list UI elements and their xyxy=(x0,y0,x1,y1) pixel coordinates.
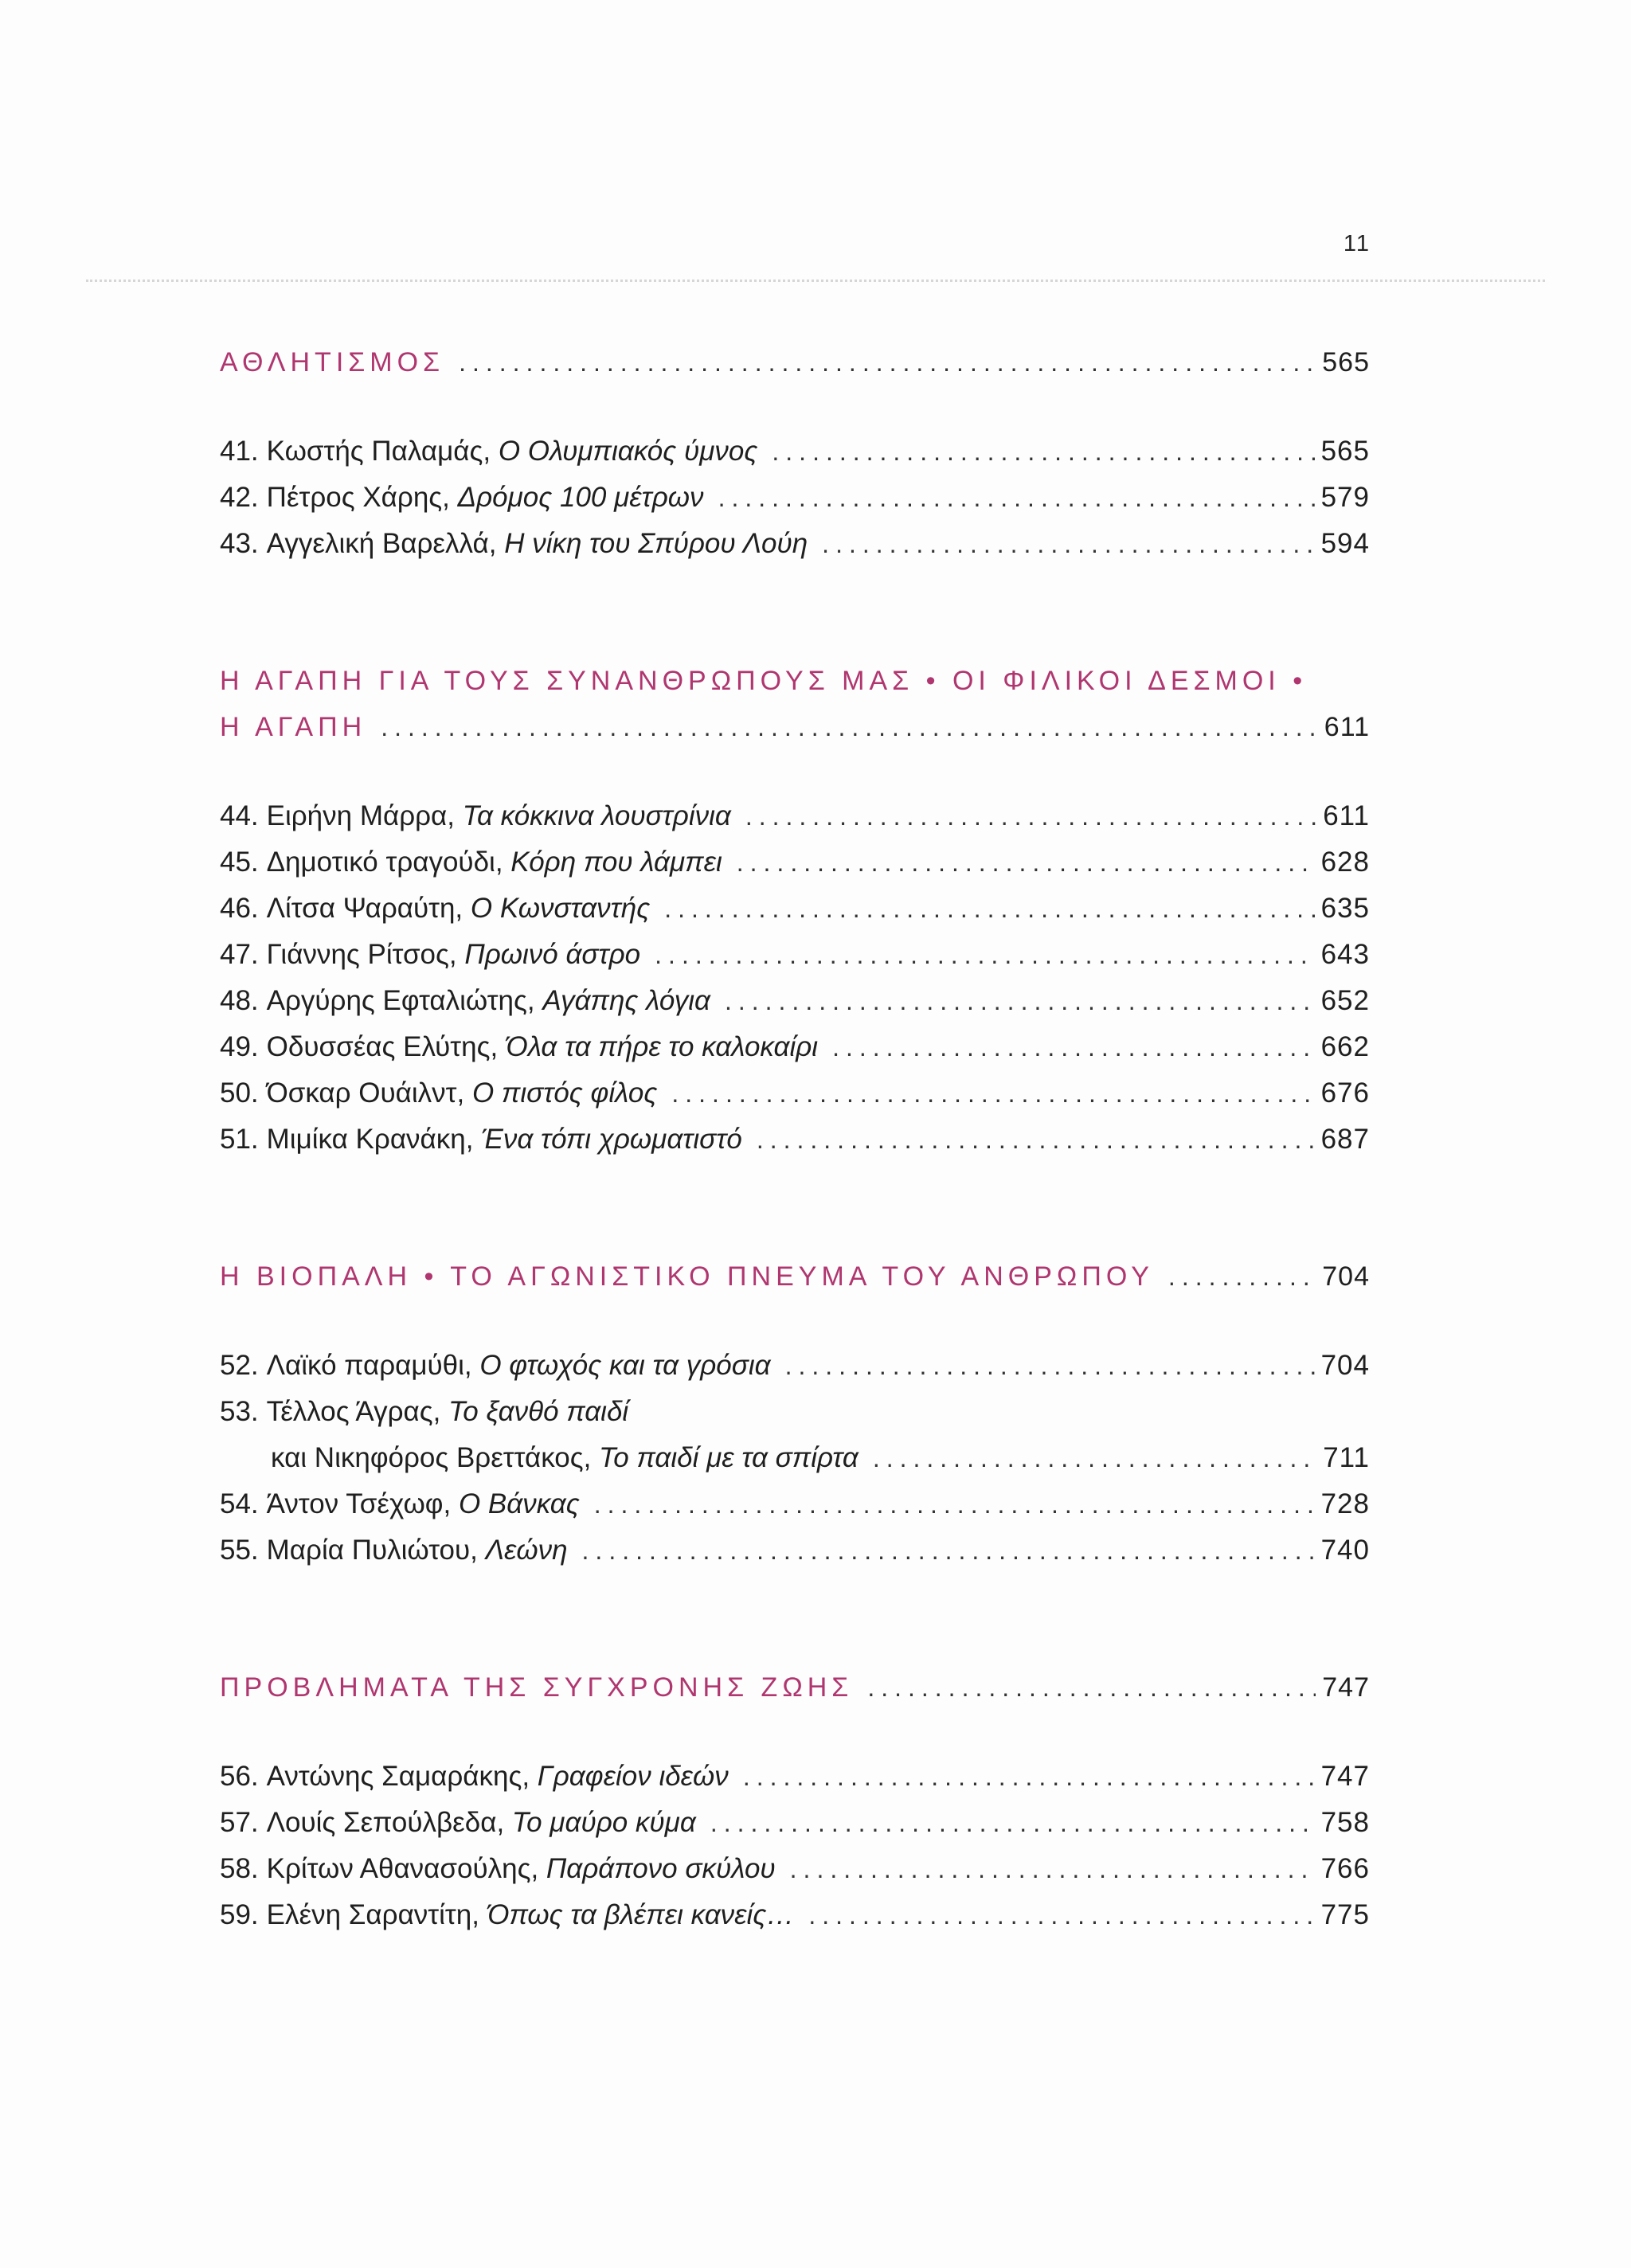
section-page-number: 565 xyxy=(1322,347,1370,377)
dot-leader xyxy=(867,1664,1316,1711)
dot-leader xyxy=(655,932,1314,978)
dot-leader xyxy=(808,1892,1314,1938)
toc-entry[interactable] xyxy=(220,839,1370,886)
entry-label xyxy=(220,1481,580,1527)
toc-entry[interactable] xyxy=(220,1754,1370,1800)
toc-entry[interactable] xyxy=(220,1343,1370,1389)
entry-label xyxy=(220,475,704,521)
dot-leader xyxy=(725,978,1315,1024)
entry-page-number: 662 xyxy=(1320,1031,1370,1062)
entry-page-number: 652 xyxy=(1320,985,1370,1016)
section-title: ΠΡΟΒΛΗΜΑΤΑ ΤΗΣ ΣΥΓΧΡΟΝΗΣ ΖΩΗΣ xyxy=(220,1672,854,1703)
entry-number: 41. xyxy=(220,436,259,467)
entry-number: 52. xyxy=(220,1350,259,1381)
entry-label xyxy=(220,1343,771,1389)
section-spacer xyxy=(220,1711,1370,1754)
entry-author: και Νικηφόρος Βρεττάκος, xyxy=(271,1442,592,1473)
entry-number: 47. xyxy=(220,939,259,970)
dot-leader xyxy=(743,1754,1315,1800)
section-spacer xyxy=(220,567,1370,658)
entry-page-number: 728 xyxy=(1320,1488,1370,1519)
dot-leader xyxy=(745,793,1316,839)
entry-label xyxy=(220,1800,696,1846)
entry-author: Αργύρης Εφταλιώτης, xyxy=(266,985,535,1016)
entry-title: Όπως τα βλέπει κανείς… xyxy=(487,1899,795,1930)
entry-title: Γραφείον ιδεών xyxy=(537,1761,729,1792)
entry-title: Τα κόκκινα λουστρίνια xyxy=(462,800,731,831)
dot-leader xyxy=(822,521,1314,567)
entry-author: Κωστής Παλαμάς, xyxy=(266,436,491,467)
entry-number: 50. xyxy=(220,1077,259,1109)
entry-label xyxy=(220,1754,729,1800)
toc-entry[interactable] xyxy=(220,1527,1370,1574)
section-heading[interactable] xyxy=(220,339,1370,385)
entry-page-number: 740 xyxy=(1320,1535,1370,1566)
toc-entry[interactable] xyxy=(220,793,1370,839)
entry-page-number: 565 xyxy=(1320,436,1370,467)
section-heading[interactable] xyxy=(220,1253,1370,1300)
dot-leader xyxy=(718,475,1315,521)
toc-entry[interactable] xyxy=(220,1892,1370,1938)
entry-label xyxy=(220,886,650,932)
section-title: Η ΒΙΟΠΑΛΗ • ΤΟ ΑΓΩΝΙΣΤΙΚΟ ΠΝΕΥΜΑ ΤΟΥ ΑΝΘΡΩΠΟΥ xyxy=(220,1261,1154,1292)
entry-author: Κρίτων Αθανασούλης, xyxy=(266,1853,539,1884)
dot-leader xyxy=(671,1070,1314,1116)
entry-title: Το ξανθό παιδί xyxy=(448,1396,629,1427)
entry-page-number: 643 xyxy=(1320,939,1370,970)
entry-label xyxy=(220,978,710,1024)
toc-entry[interactable] xyxy=(220,932,1370,978)
entry-label xyxy=(220,1389,628,1435)
section-spacer xyxy=(220,385,1370,428)
section-heading[interactable] xyxy=(220,704,1370,750)
entry-title: Ένα τόπι χρωματιστό xyxy=(481,1124,742,1155)
entry-author: Άντον Τσέχωφ, xyxy=(266,1488,452,1519)
entry-number: 51. xyxy=(220,1124,259,1155)
toc-entry[interactable] xyxy=(220,521,1370,567)
section-heading-line: Η ΑΓΑΠΗ ΓΙΑ ΤΟΥΣ ΣΥΝΑΝΘΡΩΠΟΥΣ ΜΑΣ • ΟΙ ΦΙΛΙΚΟΙ ΔΕΣΜΟΙ • xyxy=(220,666,1308,696)
entry-label xyxy=(220,521,808,567)
entry-author: Όσκαρ Ουάιλντ, xyxy=(266,1077,465,1109)
section-spacer xyxy=(220,750,1370,793)
entry-title: Ο φτωχός και τα γρόσια xyxy=(479,1350,771,1381)
entry-label xyxy=(220,1116,742,1163)
toc-entry[interactable] xyxy=(220,978,1370,1024)
entry-author: Πέτρος Χάρης, xyxy=(266,482,450,513)
dot-leader xyxy=(710,1800,1315,1846)
section-page-number: 611 xyxy=(1324,712,1370,742)
entry-author: Μιμίκα Κρανάκη, xyxy=(266,1124,474,1155)
entry-title: Η νίκη του Σπύρου Λούη xyxy=(504,528,808,559)
entry-title: Ο Κωνσταντής xyxy=(470,893,651,924)
toc-entry[interactable] xyxy=(220,1481,1370,1527)
section-spacer xyxy=(220,1163,1370,1253)
toc-entry-continuation[interactable] xyxy=(220,1435,1370,1481)
entry-author: Γιάννης Ρίτσος, xyxy=(266,939,457,970)
entry-title: Κόρη που λάμπει xyxy=(510,847,722,878)
entry-page-number: 758 xyxy=(1320,1807,1370,1838)
dot-leader xyxy=(1168,1253,1316,1300)
header-divider xyxy=(86,280,1545,282)
entry-title: Όλα τα πήρε το καλοκαίρι xyxy=(505,1031,819,1062)
entry-number: 45. xyxy=(220,847,259,878)
entry-label xyxy=(220,1846,776,1892)
section-heading[interactable] xyxy=(220,1664,1370,1711)
entry-title: Ο Ολυμπιακός ύμνος xyxy=(498,436,758,467)
entry-page-number: 635 xyxy=(1320,893,1370,924)
entry-number: 42. xyxy=(220,482,259,513)
dot-leader xyxy=(594,1481,1315,1527)
toc-entry[interactable] xyxy=(220,1800,1370,1846)
entry-title: Το παιδί με τα σπίρτα xyxy=(599,1442,859,1473)
dot-leader xyxy=(381,704,1318,750)
page-number: 11 xyxy=(1343,231,1371,256)
table-of-contents xyxy=(220,339,1370,1938)
entry-title: Παράπονο σκύλου xyxy=(546,1853,776,1884)
entry-page-number: 687 xyxy=(1320,1124,1370,1155)
toc-entry[interactable] xyxy=(220,1070,1370,1116)
section-title: Η ΑΓΑΠΗ xyxy=(220,712,367,742)
toc-entry[interactable] xyxy=(220,475,1370,521)
entry-title: Το μαύρο κύμα xyxy=(511,1807,696,1838)
entry-page-number: 579 xyxy=(1320,482,1370,513)
entry-number: 58. xyxy=(220,1853,259,1884)
entry-number: 48. xyxy=(220,985,259,1016)
entry-number: 43. xyxy=(220,528,259,559)
entry-number: 55. xyxy=(220,1535,259,1566)
toc-entry[interactable] xyxy=(220,1116,1370,1163)
toc-entry[interactable] xyxy=(220,1024,1370,1070)
entry-page-number: 611 xyxy=(1323,800,1370,831)
entry-author: Λίτσα Ψαραύτη, xyxy=(266,893,463,924)
section-page-number: 747 xyxy=(1322,1672,1370,1703)
toc-entry[interactable] xyxy=(220,1846,1370,1892)
dot-leader xyxy=(785,1343,1315,1389)
entry-author: Δημοτικό τραγούδι, xyxy=(266,847,503,878)
entry-label xyxy=(220,932,640,978)
section-title: ΑΘΛΗΤΙΣΜΟΣ xyxy=(220,347,445,377)
entry-page-number: 775 xyxy=(1320,1899,1370,1930)
dot-leader xyxy=(873,1435,1316,1481)
dot-leader xyxy=(737,839,1315,886)
entry-number: 57. xyxy=(220,1807,259,1838)
entry-title: Λεώνη xyxy=(485,1535,568,1566)
entry-page-number: 766 xyxy=(1320,1853,1370,1884)
entry-page-number: 747 xyxy=(1320,1761,1370,1792)
entry-label xyxy=(220,1024,818,1070)
dot-leader xyxy=(459,339,1316,385)
toc-entry[interactable] xyxy=(220,886,1370,932)
entry-author: Λουίς Σεπούλβεδα, xyxy=(266,1807,505,1838)
entry-page-number: 676 xyxy=(1320,1077,1370,1109)
entry-author: Ειρήνη Μάρρα, xyxy=(266,800,456,831)
entry-label xyxy=(220,1892,794,1938)
section-spacer xyxy=(220,1300,1370,1343)
entry-number: 59. xyxy=(220,1899,259,1930)
dot-leader xyxy=(832,1024,1315,1070)
entry-author: Λαϊκό παραμύθι, xyxy=(266,1350,472,1381)
entry-title: Δρόμος 100 μέτρων xyxy=(457,482,704,513)
entry-number: 53. xyxy=(220,1396,259,1427)
entry-label xyxy=(271,1435,859,1481)
entry-label xyxy=(220,428,757,475)
entry-author: Ελένη Σαραντίτη, xyxy=(266,1899,479,1930)
dot-leader xyxy=(772,428,1314,475)
entry-author: Τέλλος Άγρας, xyxy=(266,1396,441,1427)
entry-number: 46. xyxy=(220,893,259,924)
toc-entry[interactable] xyxy=(220,1389,1370,1435)
dot-leader xyxy=(582,1527,1315,1574)
entry-title: Ο Βάνκας xyxy=(458,1488,580,1519)
entry-page-number: 704 xyxy=(1320,1350,1370,1381)
entry-page-number: 711 xyxy=(1323,1442,1370,1473)
entry-title: Ο πιστός φίλος xyxy=(471,1077,658,1109)
dot-leader xyxy=(790,1846,1315,1892)
entry-author: Αγγελική Βαρελλά, xyxy=(266,528,497,559)
section-spacer xyxy=(220,1574,1370,1664)
entry-title: Πρωινό άστρο xyxy=(464,939,641,970)
entry-number: 54. xyxy=(220,1488,259,1519)
entry-number: 56. xyxy=(220,1761,259,1792)
entry-page-number: 628 xyxy=(1320,847,1370,878)
entry-title: Αγάπης λόγια xyxy=(542,985,710,1016)
section-page-number: 704 xyxy=(1322,1261,1370,1292)
entry-label xyxy=(220,793,731,839)
entry-label xyxy=(220,1070,657,1116)
entry-page-number: 594 xyxy=(1320,528,1370,559)
toc-entry[interactable] xyxy=(220,428,1370,475)
entry-number: 44. xyxy=(220,800,259,831)
dot-leader xyxy=(757,1116,1315,1163)
entry-label xyxy=(220,1527,568,1574)
entry-author: Μαρία Πυλιώτου, xyxy=(266,1535,478,1566)
entry-number: 49. xyxy=(220,1031,259,1062)
dot-leader xyxy=(664,886,1314,932)
entry-label xyxy=(220,839,722,886)
entry-author: Αντώνης Σαμαράκης, xyxy=(266,1761,530,1792)
entry-author: Οδυσσέας Ελύτης, xyxy=(266,1031,499,1062)
